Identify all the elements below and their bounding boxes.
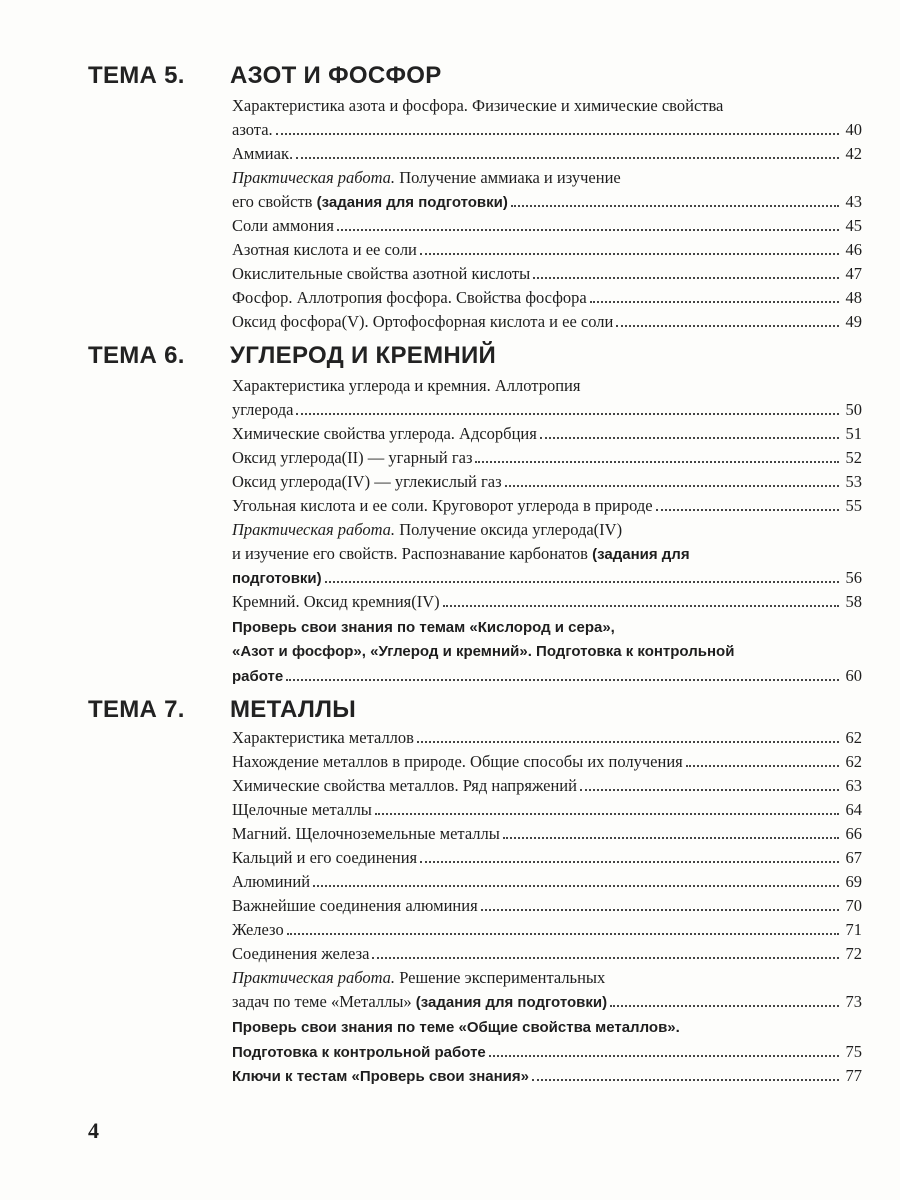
entry-title: Алюминий [232, 872, 311, 891]
entry-title: Железо [232, 920, 284, 939]
page-ref: 53 [845, 472, 862, 491]
toc-entry-line: Характеристика азота и фосфора. Физические и химические свойства [232, 96, 724, 115]
page-ref: 66 [845, 824, 862, 843]
dot-leader [475, 461, 839, 463]
dot-leader [489, 1055, 839, 1057]
toc-entry [232, 310, 862, 334]
page-number: 4 [88, 1118, 99, 1143]
entry-title: Химические свойства углерода. Адсорбция [232, 424, 537, 443]
dot-leader [417, 741, 839, 743]
toc-entry-line: Проверь свои знания по теме «Общие свойства металлов». [232, 1019, 680, 1036]
dot-leader [580, 789, 839, 791]
toc-entry [232, 118, 862, 142]
dot-leader [287, 933, 839, 935]
topic-6-heading [88, 342, 496, 370]
page-ref: 40 [845, 120, 862, 139]
page-ref: 58 [845, 592, 862, 611]
dot-leader [686, 765, 839, 767]
practical-label: Практическая работа. [232, 520, 396, 539]
entry-title: Окислительные свойства азотной кислоты [232, 264, 531, 283]
page-ref: 49 [845, 312, 862, 331]
page-ref: 63 [845, 776, 862, 795]
topic-number: ТЕМА 5. [88, 62, 185, 89]
dot-leader [420, 253, 839, 255]
topic-number: ТЕМА 6. [88, 342, 185, 369]
entry-title: Получение аммиака и изучение [395, 168, 621, 187]
dot-leader [296, 413, 839, 415]
toc-entry [232, 214, 862, 238]
page-ref: 48 [845, 288, 862, 307]
entry-title: Кремний. Оксид кремния(IV) [232, 592, 440, 611]
page-ref: 45 [845, 216, 862, 235]
entry-title: Решение экспериментальных [395, 968, 606, 987]
practical-label: Практическая работа. [232, 168, 396, 187]
dot-leader [276, 133, 839, 135]
toc-entry-line [232, 518, 862, 542]
page-ref: 62 [845, 752, 862, 771]
dot-leader [313, 885, 839, 887]
page-ref: 50 [845, 400, 862, 419]
toc-entry [232, 990, 862, 1014]
page-ref: 73 [845, 992, 862, 1011]
toc-entry [232, 1064, 862, 1088]
toc-entry-line [232, 542, 862, 566]
dot-leader [337, 229, 839, 231]
toc-entry [232, 750, 862, 774]
page-ref: 46 [845, 240, 862, 259]
page-ref: 75 [845, 1042, 862, 1061]
dot-leader [372, 957, 839, 959]
page-ref: 56 [845, 568, 862, 587]
topic-title: УГЛЕРОД И КРЕМНИЙ [230, 342, 497, 369]
page-ref: 64 [845, 800, 862, 819]
entry-title: Химические свойства металлов. Ряд напряжений [232, 776, 577, 795]
dot-leader [420, 861, 839, 863]
toc-entry [232, 286, 862, 310]
entry-title-part: задач по теме «Металлы» [232, 992, 416, 1011]
dot-leader [443, 605, 839, 607]
page-ref: 72 [845, 944, 862, 963]
entry-title: Оксид фосфора(V). Ортофосфорная кислота и ее соли [232, 312, 614, 331]
dot-leader [511, 205, 839, 207]
dot-leader [656, 509, 839, 511]
entry-title [232, 190, 508, 215]
dot-leader [532, 1079, 839, 1081]
entry-title: Фосфор. Аллотропия фосфора. Свойства фосфора [232, 288, 587, 307]
entry-title: Подготовка к контрольной работе [232, 1044, 486, 1061]
toc-entry [232, 664, 862, 688]
toc-entry [232, 726, 862, 750]
entry-title: азота. [232, 120, 273, 139]
topic-5-heading [88, 62, 442, 90]
page-ref: 52 [845, 448, 862, 467]
toc-entry-line: «Азот и фосфор», «Углерод и кремний». Подготовка к контрольной [232, 643, 735, 660]
page-ref: 51 [845, 424, 862, 443]
page-ref: 47 [845, 264, 862, 283]
entry-title: Получение оксида углерода(IV) [395, 520, 623, 539]
topic-title: АЗОТ И ФОСФОР [230, 62, 442, 89]
entry-title-part: его свойств [232, 192, 317, 211]
toc-entry-line: Проверь свои знания по темам «Кислород и сера», [232, 619, 615, 636]
entry-title: Кальций и его соединения [232, 848, 418, 867]
page-ref: 69 [845, 872, 862, 891]
page-ref: 71 [845, 920, 862, 939]
entry-title [232, 990, 607, 1015]
toc-entry [232, 494, 862, 518]
page-ref: 42 [845, 144, 862, 163]
page-ref: 67 [845, 848, 862, 867]
entry-title: Характеристика металлов [232, 728, 414, 747]
topic-number: ТЕМА 7. [88, 696, 185, 723]
toc-entry [232, 398, 862, 422]
page-ref: 43 [845, 192, 862, 211]
toc-entry [232, 470, 862, 494]
practical-label: Практическая работа. [232, 968, 396, 987]
toc-entry [232, 190, 862, 214]
entry-title: работе [232, 668, 284, 685]
topic-7-heading [88, 696, 356, 724]
toc-entry [232, 798, 862, 822]
entry-note: (задания для [592, 546, 690, 563]
dot-leader [610, 1005, 839, 1007]
entry-title: и изучение его свойств. Распознавание карбонатов [232, 544, 593, 563]
entry-title: Магний. Щелочноземельные металлы [232, 824, 500, 843]
toc-entry [232, 590, 862, 614]
entry-title: углерода [232, 400, 294, 419]
dot-leader [325, 581, 839, 583]
dot-leader [503, 837, 839, 839]
toc-entry-line: Характеристика углерода и кремния. Аллотропия [232, 376, 581, 395]
toc-entry [232, 918, 862, 942]
dot-leader [616, 325, 839, 327]
entry-title: Ключи к тестам «Проверь свои знания» [232, 1068, 529, 1085]
entry-title: Азотная кислота и ее соли [232, 240, 417, 259]
toc-entry [232, 422, 862, 446]
topic-title: МЕТАЛЛЫ [230, 696, 357, 723]
entry-title: Важнейшие соединения алюминия [232, 896, 478, 915]
entry-title: Соединения железа [232, 944, 370, 963]
entry-title: Оксид углерода(IV) — углекислый газ [232, 472, 502, 491]
toc-entry [232, 446, 862, 470]
toc-entry [232, 1040, 862, 1064]
page-ref: 62 [845, 728, 862, 747]
toc-entry [232, 774, 862, 798]
entry-title: Аммиак. [232, 144, 294, 163]
dot-leader [540, 437, 839, 439]
dot-leader [481, 909, 839, 911]
entry-note: подготовки) [232, 570, 322, 587]
entry-note: (задания для подготовки) [316, 194, 508, 211]
dot-leader [296, 157, 839, 159]
toc-entry [232, 238, 862, 262]
toc-entry [232, 822, 862, 846]
toc-entry [232, 894, 862, 918]
toc-entry [232, 846, 862, 870]
toc-entry [232, 870, 862, 894]
toc-entry [232, 262, 862, 286]
page-ref: 77 [845, 1066, 862, 1085]
toc-entry [232, 142, 862, 166]
dot-leader [533, 277, 839, 279]
toc-entry-line [232, 166, 862, 190]
entry-title: Оксид углерода(II) — угарный газ [232, 448, 473, 467]
toc-entry-line [232, 966, 862, 990]
toc-entry [232, 566, 862, 590]
entry-title: Нахождение металлов в природе. Общие способы их получения [232, 752, 683, 771]
page-ref: 70 [845, 896, 862, 915]
dot-leader [375, 813, 839, 815]
toc-entry [232, 942, 862, 966]
dot-leader [590, 301, 839, 303]
entry-note: (задания для подготовки) [415, 994, 608, 1011]
page-ref: 55 [845, 496, 862, 515]
entry-title: Щелочные металлы [232, 800, 372, 819]
dot-leader [286, 679, 839, 681]
page-ref: 60 [845, 666, 862, 685]
entry-title: Соли аммония [232, 216, 334, 235]
entry-title: Угольная кислота и ее соли. Круговорот углерода в природе [232, 496, 653, 515]
dot-leader [505, 485, 839, 487]
